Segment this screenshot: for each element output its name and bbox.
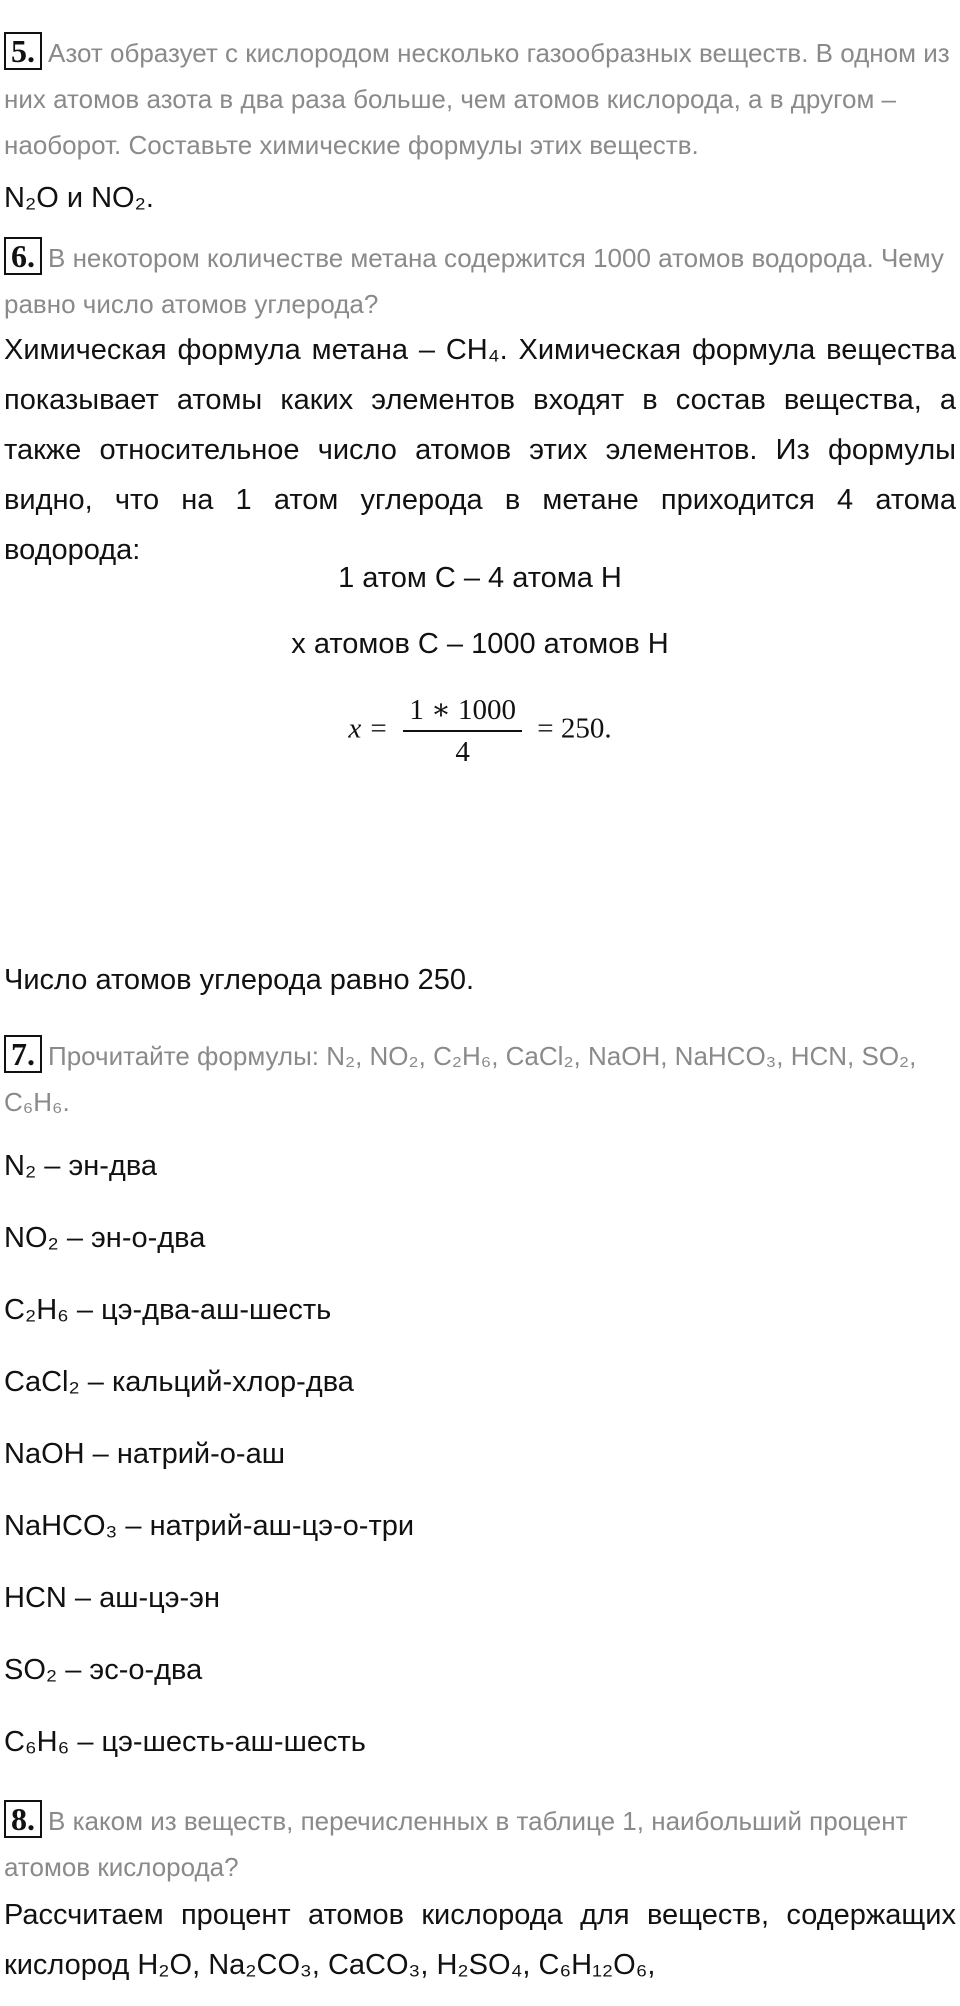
question-6 xyxy=(4,235,956,327)
question-text: В каком из веществ, перечисленных в таблице 1, наибольший процент атомов кислорода? xyxy=(4,1806,908,1882)
question-7 xyxy=(4,1033,956,1125)
list-item: CaCl₂ – кальций-хлор-два xyxy=(4,1366,354,1398)
question-5 xyxy=(4,30,956,168)
answer-5: N₂O и NO₂. xyxy=(4,182,154,214)
list-item: SO₂ – эс-о-два xyxy=(4,1654,203,1686)
equation-lhs: x = xyxy=(348,712,389,745)
fraction-denominator: 4 xyxy=(455,736,470,768)
list-item: NaOH – натрий-о-аш xyxy=(4,1438,285,1470)
list-item: N₂ – эн-два xyxy=(4,1150,158,1182)
question-number: 8. xyxy=(4,1800,42,1838)
list-item: C₆H₆ – цэ-шесть-аш-шесть xyxy=(4,1726,366,1758)
answer-6-conclusion: Число атомов углерода равно 250. xyxy=(4,964,475,996)
question-number: 6. xyxy=(4,237,42,275)
list-item: C₂H₆ – цэ-два-аш-шесть xyxy=(4,1294,332,1326)
equation-fraction xyxy=(403,690,522,772)
list-item: NO₂ – эн-о-два xyxy=(4,1222,206,1254)
question-number: 5. xyxy=(4,32,42,70)
proportion-line-1: 1 атом C – 4 атома H xyxy=(338,562,622,594)
equation xyxy=(4,690,956,772)
question-text: В некотором количестве метана содержится 1000 атомов водорода. Чему равно число атомов углерода? xyxy=(4,243,944,319)
proportion-line-2: x атомов C – 1000 атомов H xyxy=(291,628,669,660)
question-text: Прочитайте формулы: N₂, NO₂, C₂H₆, CaCl₂, NaOH, NaHCO₃, HCN, SO₂, C₆H₆. xyxy=(4,1041,917,1117)
question-8 xyxy=(4,1798,956,1890)
question-text: Азот образует с кислородом несколько газообразных веществ. В одном из них атомов азота в два раза больше, чем атомов кислорода, а в другом – наоборот. Составьте химические формулы этих веществ. xyxy=(4,38,950,160)
fraction-numerator: 1 ∗ 1000 xyxy=(403,690,522,732)
list-item: HCN – аш-цэ-эн xyxy=(4,1582,220,1614)
question-number: 7. xyxy=(4,1035,42,1073)
answer-8-paragraph: Рассчитаем процент атомов кислорода для веществ, содержащих кислород H₂O, Na₂CO₃, CaCO₃, H₂SO₄, C₆H₁₂O₆, xyxy=(4,1899,956,1981)
equation-rhs: = 250. xyxy=(537,712,612,745)
answer-6-paragraph: Химическая формула метана – CH₄. Химическая формула вещества показывает атомы каких элементов входят в состав вещества, а также относительное число атомов этих элементов. Из формулы видно, что на 1 атом углерода в метане приходится 4 атома водорода: xyxy=(4,334,956,566)
list-item: NaHCO₃ – натрий-аш-цэ-о-три xyxy=(4,1510,415,1542)
